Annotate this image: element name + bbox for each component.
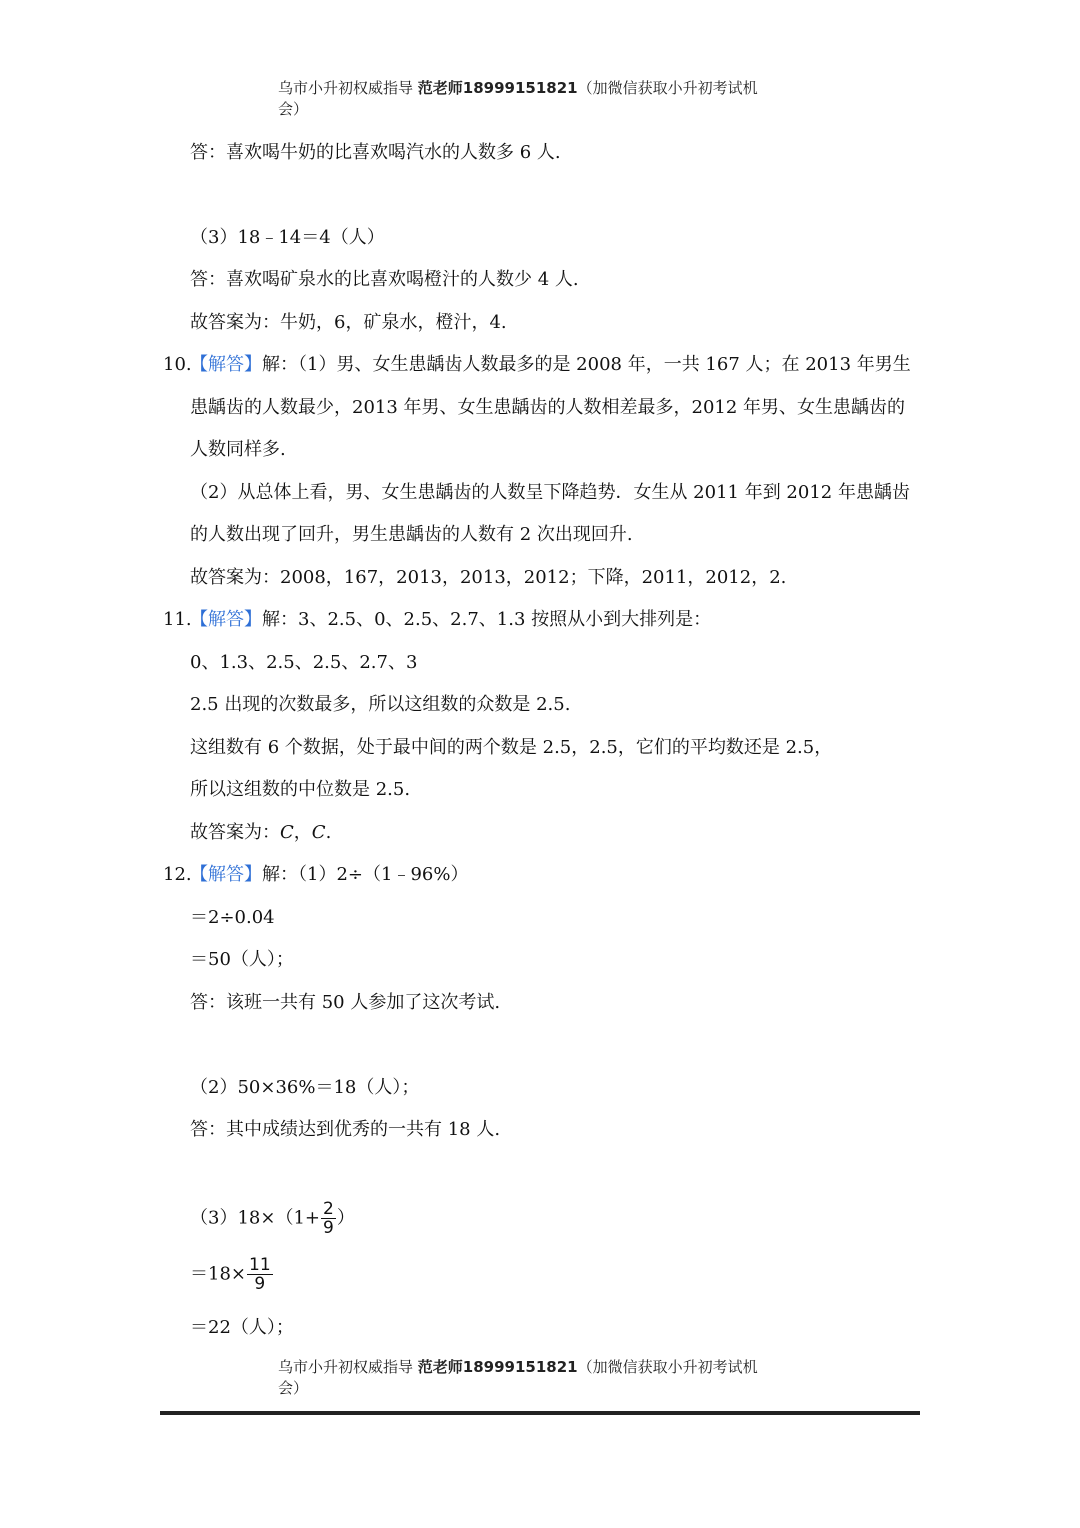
answer-choice: C (311, 822, 326, 843)
question-text: 解：（1）男、女生患龋齿人数最多的是 2008 年，一共 167 人；在 2013 年男生 (262, 354, 911, 375)
text-line: 所以这组数的中位数是 2.5. (190, 779, 411, 800)
text-line: （2）50×36%＝18（人）； (190, 1077, 420, 1098)
header-line2: 会） (278, 100, 309, 118)
answer-prefix: 故答案为： (190, 822, 280, 843)
answer-tag: 【解答】 (190, 864, 262, 885)
expr-prefix: （3）18×（1+ (190, 1207, 320, 1229)
question-text: 解：3、2.5、0、2.5、2.7、1.3 按照从小到大排列是： (262, 609, 712, 630)
header-teacher: 范老师18999151821 (417, 1358, 578, 1376)
fraction-numerator: 2 (322, 1199, 334, 1219)
fraction (247, 1256, 273, 1293)
question-number: 10. (163, 354, 192, 375)
answer-end: . (325, 822, 332, 843)
expr-prefix: ＝18× (190, 1263, 246, 1285)
text-line: ＝50（人）； (190, 949, 294, 970)
question-number: 11. (163, 609, 192, 630)
text-line: 的人数出现了回升，男生患龋齿的人数有 2 次出现回升. (190, 524, 633, 545)
text-line: （2）从总体上看，男、女生患龋齿的人数呈下降趋势．女生从 2011 年到 2012 年患龋齿 (190, 482, 910, 503)
fraction-numerator: 11 (249, 1255, 271, 1275)
text-line: 答：该班一共有 50 人参加了这次考试. (190, 992, 501, 1013)
footer-divider (160, 1411, 920, 1415)
text-line: 人数同样多. (190, 439, 286, 460)
answer-choice: C (280, 822, 294, 843)
header-teacher: 范老师18999151821 (417, 79, 578, 97)
question-12-first-line (190, 863, 468, 887)
q12-part3-line (190, 1200, 355, 1237)
fraction (321, 1200, 336, 1237)
header-suffix: （加微信获取小升初考试机 (577, 1358, 758, 1376)
text-line: 答：其中成绩达到优秀的一共有 18 人. (190, 1119, 501, 1140)
text-line: ＝22（人）； (190, 1317, 294, 1338)
question-text: 解：（1）2÷（1﹣96%） (262, 864, 469, 885)
text-line: 故答案为：2008，167，2013，2013，2012；下降，2011，2012，2. (190, 567, 787, 588)
header-prefix: 乌市小升初权威指导 (278, 1358, 414, 1376)
page-header-bottom (278, 1357, 798, 1399)
answer-tag: 【解答】 (190, 609, 262, 630)
fraction-denominator: 9 (254, 1274, 266, 1294)
header-suffix: （加微信获取小升初考试机 (577, 79, 758, 97)
text-line: 这组数有 6 个数据，处于最中间的两个数是 2.5，2.5，它们的平均数还是 2.5， (190, 737, 833, 758)
answer-separator: ， (293, 822, 312, 843)
q12-step2-line (190, 1256, 274, 1293)
text-line: 故答案为：牛奶，6，矿泉水，橙汁，4. (190, 312, 507, 333)
header-prefix: 乌市小升初权威指导 (278, 79, 414, 97)
q11-answer-line (190, 821, 331, 845)
text-line: 2.5 出现的次数最多，所以这组数的众数是 2.5. (190, 694, 571, 715)
question-number: 12. (163, 864, 192, 885)
header-line2: 会） (278, 1379, 309, 1397)
page-header-top (278, 78, 798, 120)
answer-tag: 【解答】 (190, 354, 262, 375)
expr-suffix: ） (336, 1207, 355, 1229)
text-line: （3）18﹣14＝4（人） (190, 227, 385, 248)
question-11-first-line (190, 608, 711, 632)
text-line: ＝2÷0.04 (190, 907, 275, 928)
text-line: 患龋齿的人数最少，2013 年男、女生患龋齿的人数相差最多，2012 年男、女生患龋齿的 (190, 397, 906, 418)
text-line: 答：喜欢喝矿泉水的比喜欢喝橙汁的人数少 4 人. (190, 269, 579, 290)
question-10-first-line (190, 353, 911, 377)
text-line: 0、1.3、2.5、2.5、2.7、3 (190, 652, 418, 673)
fraction-denominator: 9 (322, 1218, 334, 1238)
text-line: 答：喜欢喝牛奶的比喜欢喝汽水的人数多 6 人. (190, 142, 561, 163)
